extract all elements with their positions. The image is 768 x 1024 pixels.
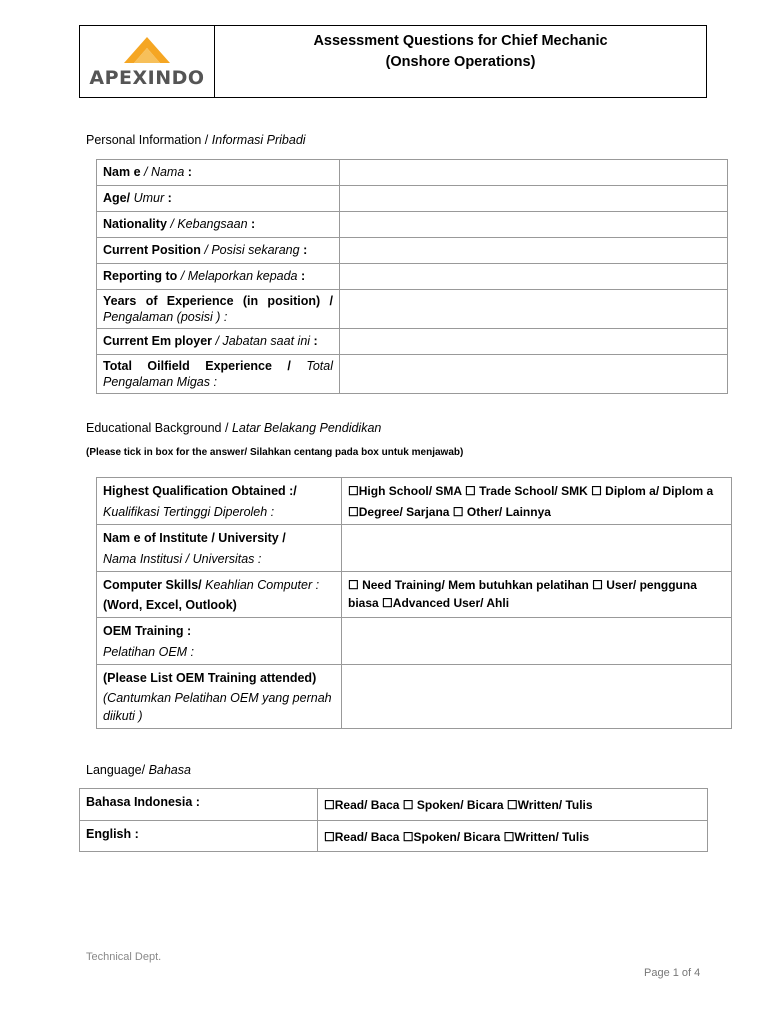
title-line-1: Assessment Questions for Chief Mechanic <box>313 33 608 49</box>
footer-department: Technical Dept. <box>86 951 162 963</box>
table-row <box>97 160 728 186</box>
document-title <box>215 26 706 97</box>
document-header <box>79 25 707 98</box>
english-options[interactable]: ☐Read/ Baca ☐Spoken/ Bicara ☐Written/ Tulis <box>318 821 708 852</box>
table-row <box>97 290 728 329</box>
institute-label: Nam e of Institute / University / Nama Institusi / Universitas : <box>97 525 342 572</box>
table-row <box>97 525 732 572</box>
bahasa-indonesia-label: Bahasa Indonesia : <box>80 789 318 821</box>
table-row <box>80 789 708 821</box>
current-position-label: Current Position / Posisi sekarang : <box>97 238 340 264</box>
total-oilfield-experience-field[interactable] <box>340 355 728 394</box>
institute-field[interactable] <box>342 525 732 572</box>
name-label: Nam e / Nama : <box>97 160 340 186</box>
oem-training-label: OEM Training : Pelatihan OEM : <box>97 618 342 665</box>
computer-skills-label: Computer Skills/ Keahlian Computer : (Word, Excel, Outlook) <box>97 572 342 618</box>
table-row <box>97 264 728 290</box>
language-heading: Language/ Bahasa <box>86 763 191 777</box>
company-logo <box>80 26 215 97</box>
total-oilfield-experience-label: Total Oilfield Experience / Total Pengalaman Migas : <box>97 355 340 394</box>
current-position-field[interactable] <box>340 238 728 264</box>
age-field[interactable] <box>340 186 728 212</box>
page-number: Page 1 of 4 <box>644 967 701 979</box>
table-row <box>97 665 732 729</box>
oem-training-field[interactable] <box>342 618 732 665</box>
english-label: English : <box>80 821 318 852</box>
tick-instruction-note: (Please tick in box for the answer/ Silahkan centang pada box untuk menjawab) <box>86 447 464 458</box>
current-employer-label: Current Em ployer / Jabatan saat ini : <box>97 329 340 355</box>
age-label: Age/ Umur : <box>97 186 340 212</box>
table-row <box>97 186 728 212</box>
personal-info-heading: Personal Information / Informasi Pribadi <box>86 133 306 147</box>
oem-training-list-label: (Please List OEM Training attended) (Cantumkan Pelatihan OEM yang pernah diikuti ) <box>97 665 342 729</box>
logo-text: APEXINDO <box>89 66 205 89</box>
years-experience-label: Years of Experience (in position) / Pengalaman (posisi ) : <box>97 290 340 329</box>
bahasa-indonesia-options[interactable]: ☐Read/ Baca ☐ Spoken/ Bicara ☐Written/ Tulis <box>318 789 708 821</box>
title-line-2: (Onshore Operations) <box>385 54 536 70</box>
oem-training-list-field[interactable] <box>342 665 732 729</box>
apexindo-logo-icon <box>122 35 172 65</box>
table-row <box>97 238 728 264</box>
table-row <box>80 821 708 852</box>
years-experience-field[interactable] <box>340 290 728 329</box>
reporting-to-field[interactable] <box>340 264 728 290</box>
highest-qualification-label: Highest Qualification Obtained :/ Kualifikasi Tertinggi Diperoleh : <box>97 478 342 525</box>
table-row <box>97 355 728 394</box>
nationality-label: Nationality / Kebangsaan : <box>97 212 340 238</box>
table-row <box>97 478 732 525</box>
highest-qualification-options[interactable]: ☐High School/ SMA ☐ Trade School/ SMK ☐ Diplom a/ Diplom a ☐Degree/ Sarjana ☐ Other/ Lainnya <box>342 478 732 525</box>
computer-skills-options[interactable]: ☐ Need Training/ Mem butuhkan pelatihan ☐ User/ pengguna biasa ☐Advanced User/ Ahli <box>342 572 732 618</box>
table-row <box>97 618 732 665</box>
current-employer-field[interactable] <box>340 329 728 355</box>
education-heading: Educational Background / Latar Belakang Pendidikan <box>86 421 382 435</box>
language-table <box>79 788 708 852</box>
table-row <box>97 212 728 238</box>
reporting-to-label: Reporting to / Melaporkan kepada : <box>97 264 340 290</box>
nationality-field[interactable] <box>340 212 728 238</box>
education-table <box>96 477 732 729</box>
personal-info-table <box>96 159 728 394</box>
name-field[interactable] <box>340 160 728 186</box>
table-row <box>97 329 728 355</box>
table-row <box>97 572 732 618</box>
